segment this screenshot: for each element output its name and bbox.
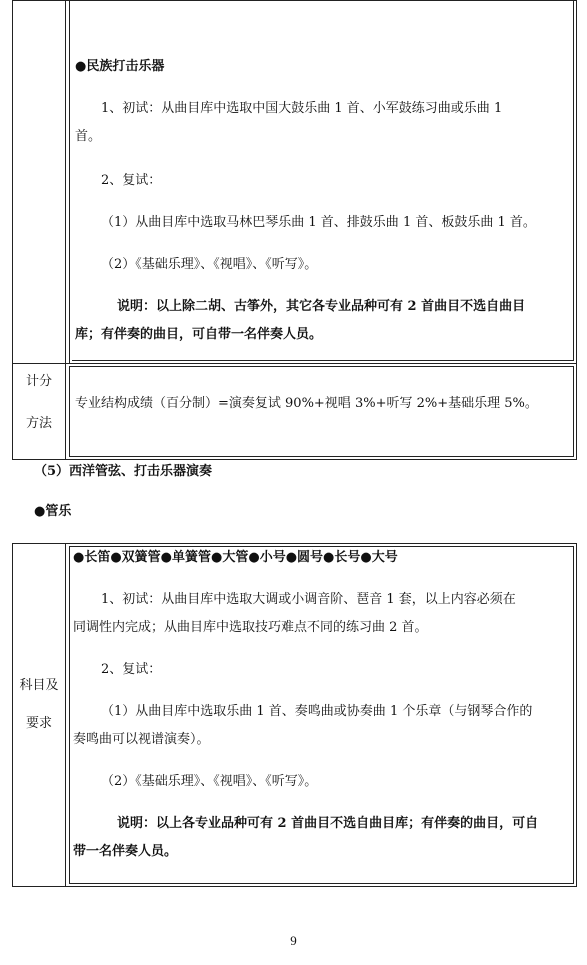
retest-label: 2、复试： [101,173,162,188]
wind-instruments-heading: ●长笛●双簧管●单簧管●大管●小号●圆号●长号●大号 [73,550,398,565]
section-heading: （5）西洋管弦、打击乐器演奏 [34,464,213,479]
scoring-text: 专业结构成绩（百分制）=演奏复试 90%+视唱 3%+听写 2%+基础乐理 5%。 [75,396,538,411]
wind-subheading: ●管乐 [34,504,72,519]
page-number: 9 [290,933,297,948]
wind-note-line-1: 说明：以上各专业品种可有 2 首曲目不选自曲目库；有伴奏的曲目，可自 [117,816,539,831]
table-top-row1 [13,1,576,364]
row1-label-cell [13,1,66,363]
wind-retest-item-1: （1）从曲目库中选取乐曲 1 首、奏鸣曲或协奏曲 1 个乐章（与钢琴合作的 [101,704,533,719]
wind-retest-item-1-cont: 奏鸣曲可以视谱演奏）。 [73,732,210,747]
scoring-label-cell [13,364,66,459]
wind-prelim-line-2: 同调性内完成；从曲目库中选取技巧难点不同的练习曲 2 首。 [73,620,428,635]
wind-retest-item-2: （2）《基础乐理》、《视唱》、《听写》。 [101,774,318,789]
scoring-label-1: 计分 [25,374,52,389]
table-top [12,0,577,460]
subject-label-2: 要求 [25,716,52,731]
retest-item-1: （1）从曲目库中选取马林巴琴乐曲 1 首、排鼓乐曲 1 首、板鼓乐曲 1 首。 [101,215,536,230]
subject-label-cell [13,544,66,886]
percussion-heading: ●民族打击乐器 [75,59,165,74]
retest-item-2: （2）《基础乐理》、《视唱》、《听写》。 [101,257,318,272]
prelim-line-2: 首。 [75,129,102,144]
prelim-line-1: 1、初试：从曲目库中选取中国大鼓乐曲 1 首、小军鼓练习曲或乐曲 1 [101,101,503,116]
wind-note-line-2: 带一名伴奏人员。 [73,844,178,859]
note-line-2: 库；有伴奏的曲目，可自带一名伴奏人员。 [75,327,323,342]
row1-label-cell-inner-border [69,1,70,363]
note-line-1: 说明：以上除二胡、古筝外，其它各专业品种可有 2 首曲目不选自曲目 [117,299,526,314]
wind-prelim-line-1: 1、初试：从曲目库中选取大调或小调音阶、琶音 1 套，以上内容必须在 [101,592,516,607]
scoring-label-2: 方法 [25,416,52,431]
subject-label-1: 科目及 [19,678,59,693]
table-top-row2 [13,364,576,459]
table-bottom [12,543,577,887]
wind-retest-label: 2、复试： [101,662,162,677]
